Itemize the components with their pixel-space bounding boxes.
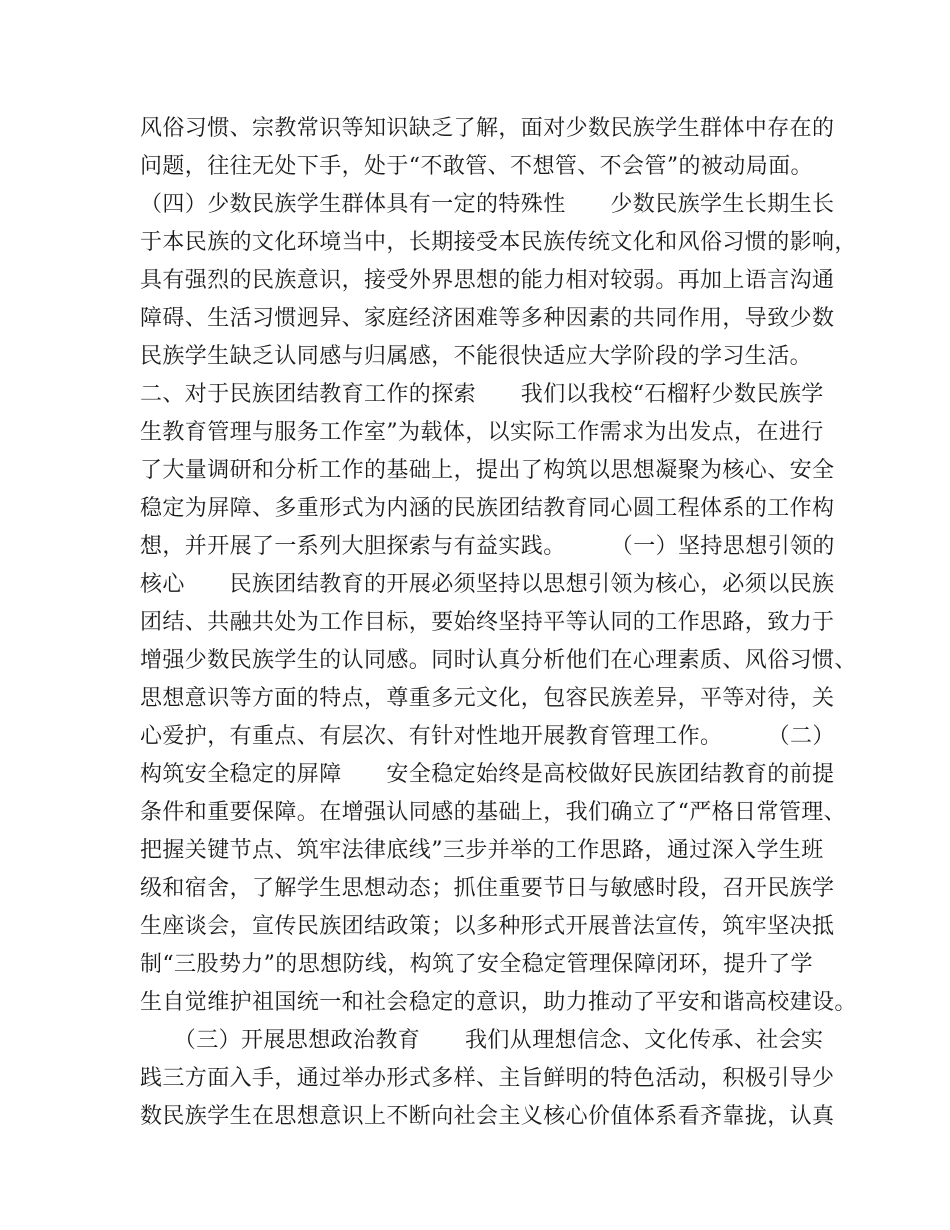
text-line: 核心 民族团结教育的开展必须坚持以思想引领为核心，必须以民族 — [140, 572, 835, 597]
text-line: 增强少数民族学生的认同感。同时认真分析他们在心理素质、风俗习惯、 — [140, 648, 857, 673]
text-line: 心爱护，有重点、有层次、有针对性地开展教育管理工作。 （二） — [140, 724, 835, 749]
text-line: 民族学生缺乏认同感与归属感，不能很快适应大学阶段的学习生活。 — [140, 344, 813, 369]
text-line: 稳定为屏障、多重形式为内涵的民族团结教育同心圆工程体系的工作构 — [140, 496, 835, 521]
text-line: （三）开展思想政治教育 我们从理想信念、文化传承、社会实 — [140, 1028, 824, 1053]
text-line: 生座谈会，宣传民族团结政策；以多种形式开展普法宣传，筑牢坚决抵 — [140, 914, 835, 939]
text-line: 数民族学生在思想意识上不断向社会主义核心价值体系看齐靠拢，认真 — [140, 1104, 835, 1129]
text-line: 生教育管理与服务工作室”为载体，以实际工作需求为出发点，在进行 — [140, 420, 824, 445]
text-line: 思想意识等方面的特点，尊重多元文化，包容民族差异，平等对待，关 — [140, 686, 835, 711]
text-line: 把握关键节点、筑牢法律底线”三步并举的工作思路，通过深入学生班 — [140, 838, 824, 863]
text-line: 想，并开展了一系列大胆探索与有益实践。 （一）坚持思想引领的 — [140, 534, 835, 559]
text-line: 于本民族的文化环境当中，长期接受本民族传统文化和风俗习惯的影响， — [140, 230, 857, 255]
text-line: 风俗习惯、宗教常识等知识缺乏了解，面对少数民族学生群体中存在的 — [140, 116, 835, 141]
text-line: 团结、共融共处为工作目标，要始终坚持平等认同的工作思路，致力于 — [140, 610, 835, 635]
text-line: 具有强烈的民族意识，接受外界思想的能力相对较弱。再加上语言沟通 — [140, 268, 835, 293]
text-line: 级和宿舍，了解学生思想动态；抓住重要节日与敏感时段，召开民族学 — [140, 876, 835, 901]
text-line: 条件和重要保障。在增强认同感的基础上，我们确立了“严格日常管理、 — [140, 800, 847, 825]
text-line: 了大量调研和分析工作的基础上，提出了构筑以思想凝聚为核心、安全 — [140, 458, 835, 483]
text-line: 践三方面入手，通过举办形式多样、主旨鲜明的特色活动，积极引导少 — [140, 1066, 835, 1091]
text-line: 问题，往往无处下手，处于“不敢管、不想管、不会管”的被动局面。 — [140, 154, 813, 179]
text-line: 制“三股势力”的思想防线，构筑了安全稳定管理保障闭环，提升了学 — [140, 952, 813, 977]
text-line: （四）少数民族学生群体具有一定的特殊性 少数民族学生长期生长 — [140, 192, 835, 217]
text-line: 构筑安全稳定的屏障 安全稳定始终是高校做好民族团结教育的前提 — [140, 762, 835, 787]
text-line: 障碍、生活习惯迥异、家庭经济困难等多种因素的共同作用，导致少数 — [140, 306, 835, 331]
text-line: 二、对于民族团结教育工作的探索 我们以我校“石榴籽少数民族学 — [140, 382, 824, 407]
text-line: 生自觉维护祖国统一和社会稳定的意识，助力推动了平安和谐高校建设。 — [140, 990, 857, 1015]
body-text — [140, 110, 857, 1136]
